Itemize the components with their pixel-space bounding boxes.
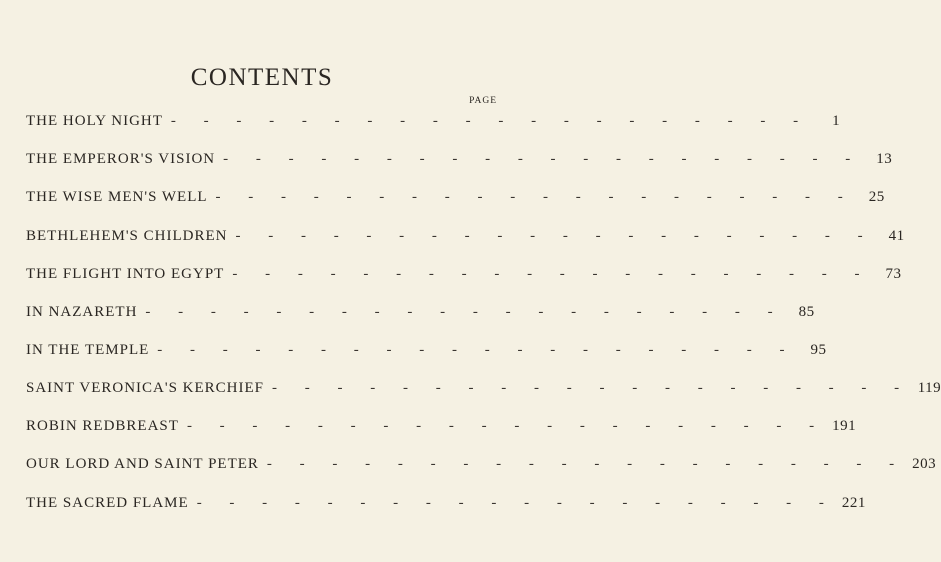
dot-leader: - - - - - - - - - - - - - - - - - - - - [232,266,872,282]
toc-entry-page: 25 [868,189,885,205]
toc-entry [26,189,885,206]
dot-leader: - - - - - - - - - - - - - - - - - - - - [145,304,785,320]
dot-leader: - - - - - - - - - - - - - - - - - - - - [215,189,855,205]
dot-leader: - - - - - - - - - - - - - - - - - - - - [235,228,875,244]
toc-entry [26,418,857,435]
toc-entry [26,304,815,321]
page-column-header: PAGE [469,96,497,106]
toc-entry-page: 191 [832,418,857,434]
toc-entry-page: 13 [876,151,893,167]
toc-entry-title: BETHLEHEM'S CHILDREN [26,228,228,244]
dot-leader: - - - - - - - - - - - - - - - - - - - - [186,418,827,434]
dot-leader: - - - - - - - - - - - - - - - - - - - - [196,495,836,511]
toc-entry [26,228,905,245]
toc-entry-page: 85 [798,304,815,320]
toc-entry-title: IN THE TEMPLE [26,342,150,358]
toc-entry-page: 119 [917,380,941,396]
toc-entry-page: 73 [885,266,902,282]
toc-entry-title: SAINT VERONICA'S KERCHIEF [26,380,265,396]
toc-entry-title: IN NAZARETH [26,304,138,320]
toc-entry [26,151,893,168]
dot-leader: - - - - - - - - - - - - - - - - - - - - [223,151,863,167]
toc-entry-title: THE HOLY NIGHT [26,113,163,129]
dot-leader: - - - - - - - - - - - - - - - - - - - - [272,380,912,396]
toc-entry-title: ROBIN REDBREAST [26,418,179,434]
page-title: CONTENTS [190,64,334,91]
toc-entry [26,456,937,473]
dot-leader: - - - - - - - - - - - - - - - - - - - - [266,456,907,472]
toc-entry [26,342,827,359]
toc-entry-title: OUR LORD AND SAINT PETER [26,456,259,472]
toc-entry [26,495,866,512]
toc-entry-title: THE EMPEROR'S VISION [26,151,216,167]
dot-leader: - - - - - - - - - - - - - - - - - - - - [170,113,811,129]
toc-entry-page: 203 [912,456,937,472]
toc-entry-page: 1 [832,113,841,129]
toc-entry-title: THE SACRED FLAME [26,495,189,511]
toc-entry-title: THE FLIGHT INTO EGYPT [26,266,225,282]
dot-leader: - - - - - - - - - - - - - - - - - - - - [157,342,797,358]
toc-entry-page: 95 [810,342,827,358]
toc-entry [26,113,841,130]
toc-entry [26,380,941,397]
toc-entry [26,266,902,283]
toc-entry-title: THE WISE MEN'S WELL [26,189,208,205]
toc-entry-page: 221 [841,495,866,511]
toc-entry-page: 41 [888,228,905,244]
